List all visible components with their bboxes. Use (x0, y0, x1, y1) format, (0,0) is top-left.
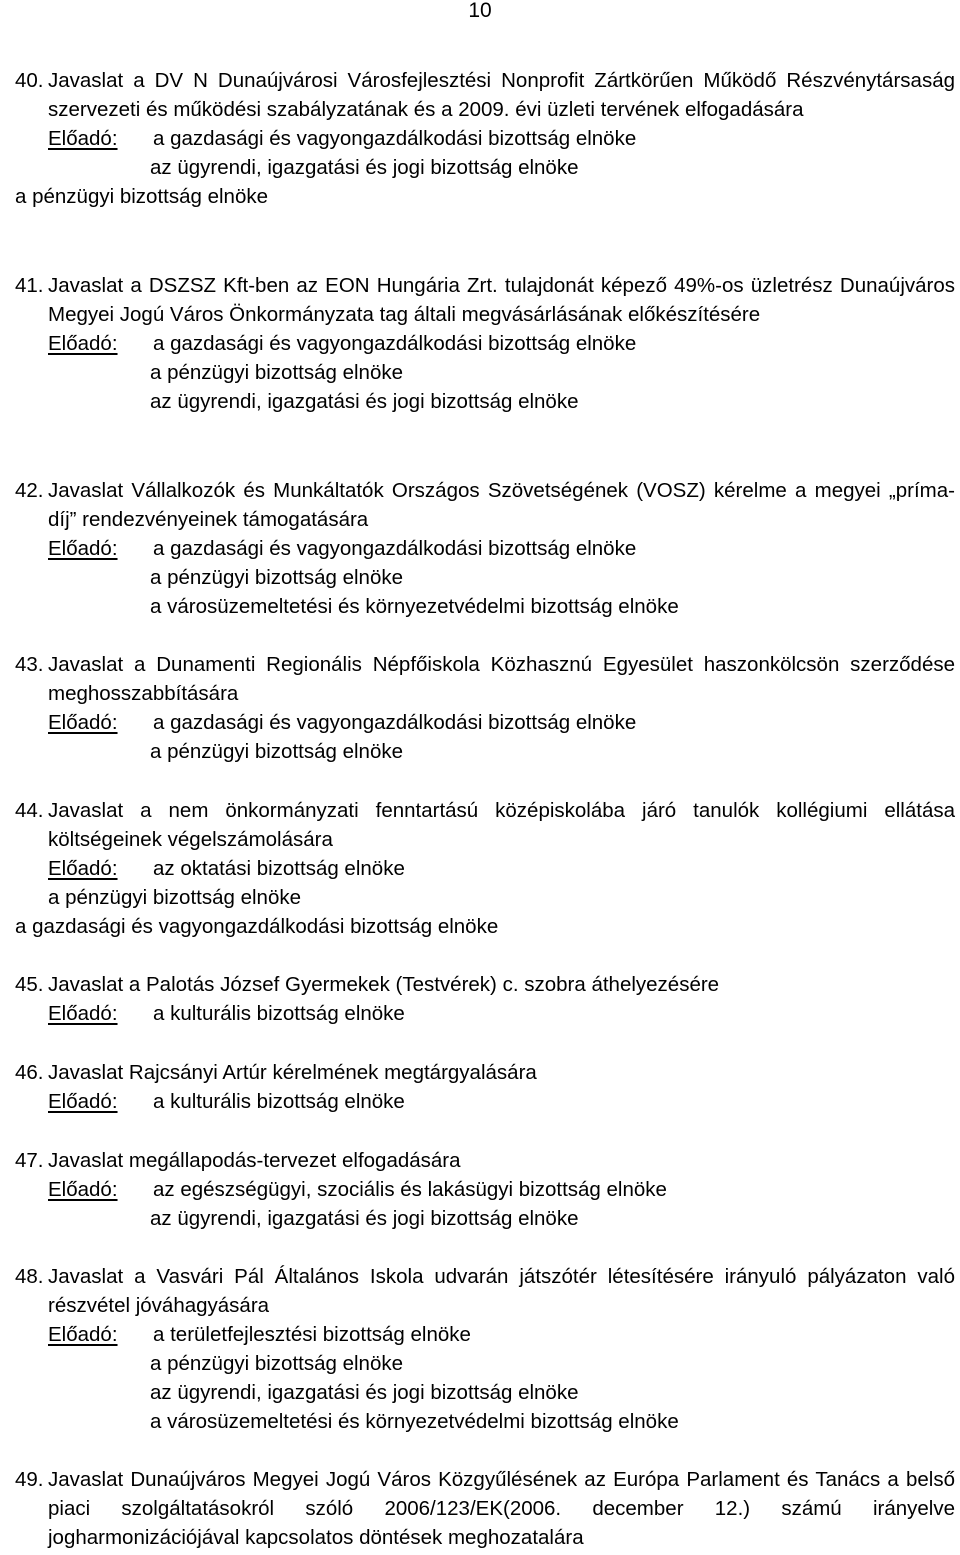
presenter: az ügyrendi, igazgatási és jogi bizottság elnöke (150, 1207, 579, 1230)
presenter-line (15, 1175, 955, 1204)
presenter-line (15, 854, 955, 883)
presenter-line (15, 124, 955, 153)
item-number: 42. (15, 479, 44, 502)
presenter-line (15, 912, 955, 941)
presenter-label: Előadó: (48, 127, 118, 150)
presenter: a pénzügyi bizottság elnöke (15, 185, 269, 208)
presenter-label: Előadó: (48, 332, 118, 355)
presenter-line (15, 329, 955, 358)
item-title: Javaslat Dunaújváros Megyei Jogú Város Közgyűlésének az Európa Parlament és Tanács a belső piaci szolgáltatásokról szóló 2006/123/EK(2006. december 12.) számú irányelve jogharmonizációjával kapcsolatos döntések meghozatalára (48, 1468, 955, 1549)
presenter-line (15, 387, 955, 416)
presenter-line (15, 999, 955, 1028)
item-title: Javaslat Vállalkozók és Munkáltatók Országos Szövetségének (VOSZ) kérelme a megyei „príma-díj” rendezvényeinek támogatására (48, 479, 955, 531)
item-number: 46. (15, 1061, 44, 1084)
presenter-line (15, 534, 955, 563)
agenda-item-45 (15, 970, 955, 1028)
presenter: a pénzügyi bizottság elnöke (48, 886, 302, 909)
page-number: 10 (468, 0, 492, 22)
presenter-line (15, 1378, 955, 1407)
item-title: Javaslat a DSZSZ Kft-ben az EON Hungária Zrt. tulajdonát képező 49%-os üzletrész Dunaújváros Megyei Jogú Város Önkormányzata tag általi megvásárlásának előkészítésére (48, 274, 955, 326)
agenda-item-48 (15, 1262, 955, 1436)
agenda-item-49 (15, 1465, 955, 1552)
presenter: a gazdasági és vagyongazdálkodási bizottság elnöke (15, 915, 499, 938)
item-title: Javaslat megállapodás-tervezet elfogadására (48, 1149, 461, 1172)
presenter-line (15, 1320, 955, 1349)
presenter: a gazdasági és vagyongazdálkodási bizottság elnöke (153, 127, 637, 150)
presenter: az ügyrendi, igazgatási és jogi bizottság elnöke (150, 390, 579, 413)
presenter: az oktatási bizottság elnöke (153, 857, 405, 880)
presenter: a kulturális bizottság elnöke (153, 1090, 405, 1113)
presenter-line (15, 358, 955, 387)
presenter: a városüzemeltetési és környezetvédelmi bizottság elnöke (150, 1410, 679, 1433)
presenter: a gazdasági és vagyongazdálkodási bizottság elnöke (153, 537, 637, 560)
item-title: Javaslat Rajcsányi Artúr kérelmének megtárgyalására (48, 1061, 537, 1084)
presenter-label: Előadó: (48, 857, 118, 880)
presenter-line (15, 708, 955, 737)
presenter-label: Előadó: (48, 1090, 118, 1113)
agenda-item-41 (15, 271, 955, 416)
presenter-label: Előadó: (48, 1323, 118, 1346)
presenter-line (15, 1407, 955, 1436)
item-title: Javaslat a Palotás József Gyermekek (Testvérek) c. szobra áthelyezésére (48, 973, 720, 996)
presenter-line (15, 182, 955, 211)
presenter-line (15, 153, 955, 182)
item-number: 45. (15, 973, 44, 996)
item-number: 47. (15, 1149, 44, 1172)
item-number: 49. (15, 1468, 44, 1491)
presenter: az egészségügyi, szociális és lakásügyi bizottság elnöke (153, 1178, 667, 1201)
agenda-item-47 (15, 1146, 955, 1233)
item-title: Javaslat a Dunamenti Regionális Népfőiskola Közhasznú Egyesület haszonkölcsön szerződése meghosszabbítására (48, 653, 955, 705)
item-number: 48. (15, 1265, 44, 1288)
item-number: 41. (15, 274, 44, 297)
agenda-item-40 (15, 66, 955, 211)
presenter: a pénzügyi bizottság elnöke (150, 1352, 404, 1375)
presenter-line (15, 1204, 955, 1233)
presenter: a kulturális bizottság elnöke (153, 1002, 405, 1025)
presenter-line (15, 883, 955, 912)
presenter: a pénzügyi bizottság elnöke (150, 740, 404, 763)
item-title: Javaslat a DV N Dunaújvárosi Városfejlesztési Nonprofit Zártkörűen Működő Részvénytársaság szervezeti és működési szabályzatának és a 2009. évi üzleti tervének elfogadására (48, 69, 955, 121)
item-number: 43. (15, 653, 44, 676)
presenter: a pénzügyi bizottság elnöke (150, 361, 404, 384)
presenter: az ügyrendi, igazgatási és jogi bizottság elnöke (150, 156, 579, 179)
presenter-line (15, 1087, 955, 1116)
presenter-label: Előadó: (48, 711, 118, 734)
item-number: 44. (15, 799, 44, 822)
presenter: a városüzemeltetési és környezetvédelmi bizottság elnöke (150, 595, 679, 618)
presenter: az ügyrendi, igazgatási és jogi bizottság elnöke (150, 1381, 579, 1404)
presenter-line (15, 737, 955, 766)
agenda-item-42 (15, 476, 955, 621)
presenter: a területfejlesztési bizottság elnöke (153, 1323, 471, 1346)
presenter-label: Előadó: (48, 537, 118, 560)
agenda-item-43 (15, 650, 955, 766)
presenter-line (15, 563, 955, 592)
presenter-line (15, 592, 955, 621)
presenter-line (15, 1349, 955, 1378)
item-number: 40. (15, 69, 44, 92)
presenter-label: Előadó: (48, 1178, 118, 1201)
item-title: Javaslat a nem önkormányzati fenntartású középiskolába járó tanulók kollégiumi ellátása költségeinek végelszámolására (48, 799, 955, 851)
presenter-label: Előadó: (48, 1002, 118, 1025)
presenter: a gazdasági és vagyongazdálkodási bizottság elnöke (153, 332, 637, 355)
item-title: Javaslat a Vasvári Pál Általános Iskola udvarán játszótér létesítésére irányuló pályázaton való részvétel jóváhagyására (48, 1265, 955, 1317)
agenda-item-46 (15, 1058, 955, 1116)
presenter: a pénzügyi bizottság elnöke (150, 566, 404, 589)
agenda-item-44 (15, 796, 955, 941)
presenter: a gazdasági és vagyongazdálkodási bizottság elnöke (153, 711, 637, 734)
